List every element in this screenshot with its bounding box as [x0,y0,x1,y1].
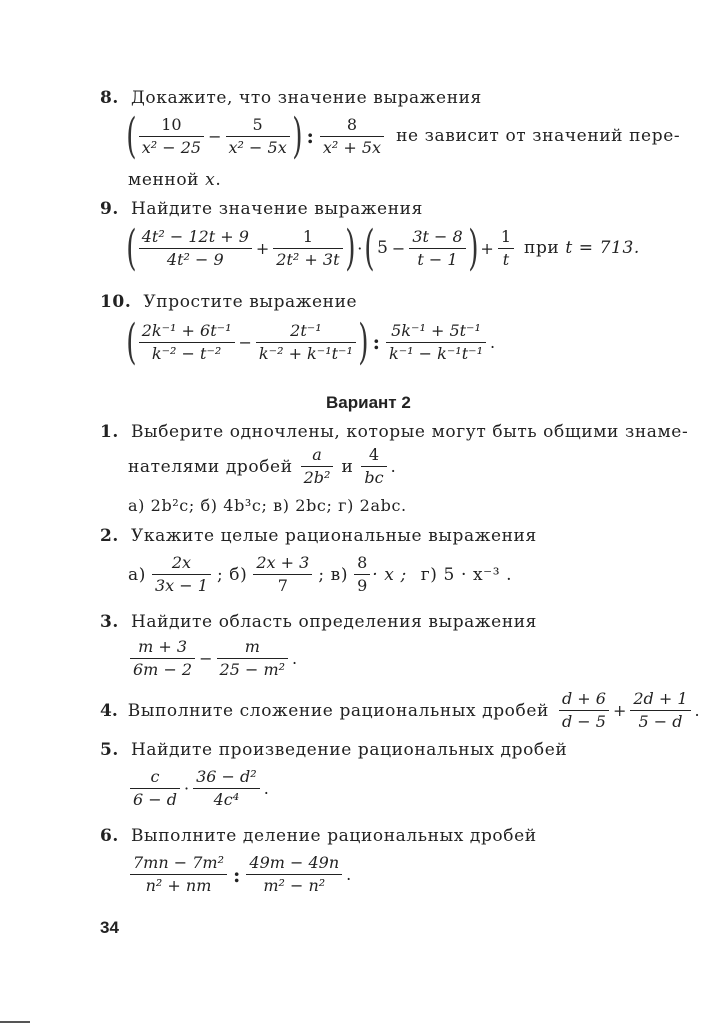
numerator: 4 [368,445,380,464]
numerator: 4t² − 12t + 9 [141,226,249,246]
task-text: Найдите произведение рациональных дробей [130,740,568,760]
numerator: c [150,767,160,786]
task-10-expression [126,314,497,370]
v2-task-3-expression [128,636,299,681]
numerator: 1 [302,226,313,246]
task-text: Выберите одночлены, которые могут быть общими знаме- [130,422,689,442]
task-text: Упростите выражение [143,292,358,312]
operator: · [184,779,190,798]
fraction [498,226,514,271]
fraction [256,320,356,365]
numerator: m [244,637,260,656]
numerator: 8 [357,553,368,572]
numerator: 3t − 8 [412,226,463,246]
v2-task-6-expression [128,852,353,897]
condition-value: t = 713. [565,238,640,258]
numerator: 49m − 49n [249,853,340,872]
period: . [215,170,222,190]
numerator: 36 − d² [196,767,257,786]
task-text: Докажите, что значение выражения [130,88,482,108]
fraction [253,552,312,597]
operator: + [612,701,627,720]
operator: : [372,330,381,354]
task-9-expression [126,220,640,276]
right-paren: ) [467,220,479,276]
page-number: 34 [100,918,119,937]
v2-task-1-line2 [128,444,398,489]
operator: : [306,124,314,148]
fraction [217,636,289,681]
option-label: г) [420,564,438,585]
denominator: t − 1 [417,249,458,269]
task-text: Найдите значение выражения [130,199,423,219]
denominator: x² − 25 [141,137,202,157]
expression: 5 · x⁻³ . [443,564,513,585]
task-number: 5. [100,740,119,760]
left-paren: ( [126,108,137,164]
fraction [193,766,260,811]
task-text: Найдите область определения выражения [130,612,538,632]
expression-tail: · x ; [372,564,407,585]
right-paren: ) [291,108,303,164]
denominator: m² − n² [263,876,326,895]
denominator: k⁻² + k⁻¹t⁻¹ [258,343,353,363]
fraction [130,636,195,681]
task-text: Выполните деление рациональных дробей [130,826,537,846]
task-number: 3. [100,612,119,632]
fraction [246,852,342,897]
v2-task-4 [100,688,702,733]
period: . [263,779,269,798]
right-paren: ) [358,314,369,370]
task-number: 8. [100,88,119,108]
denominator: 6m − 2 [133,660,193,679]
denominator: 9 [357,576,368,595]
numerator: 2t⁻¹ [290,320,322,340]
task-number: 1. [100,422,119,442]
task-text: Выполните сложение рациональных дробей [127,700,549,721]
operator: + [255,238,270,258]
denominator: bc [364,468,384,487]
fraction [301,444,334,489]
task-number: 10. [100,292,132,312]
task-8-expression [126,108,681,164]
denominator: 4t² − 9 [166,249,224,269]
edge-mark [0,1021,30,1023]
numerator: 2x + 3 [256,553,310,572]
task-9-statement [100,199,423,219]
fraction [354,552,370,597]
denominator: 6 − d [133,790,177,809]
task-number: 2. [100,526,119,546]
v2-task-5-statement [100,740,567,760]
fraction [559,688,609,733]
denominator: 4c⁴ [213,790,240,809]
numerator: 2d + 1 [633,689,688,708]
operator: − [391,238,406,258]
denominator: k⁻¹ − k⁻¹t⁻¹ [389,343,484,363]
numerator: a [312,445,322,464]
denominator: 2t² + 3t [276,249,340,269]
denominator: 2b² [303,468,331,487]
denominator: 5 − d [638,712,683,731]
task-8-continuation [128,170,221,190]
left-paren: ( [126,314,137,370]
period: . [292,649,298,668]
fraction [409,226,465,271]
operator: : [233,862,241,887]
option-label: ; б) [216,564,248,585]
numerator: 7mn − 7m² [133,853,224,872]
operator: − [238,332,252,352]
conjunction: и [341,456,354,477]
period: . [490,332,496,352]
numerator: 8 [346,114,358,134]
fraction [320,114,384,159]
fraction [386,320,486,365]
fraction [139,114,204,159]
condition-word: при [524,238,560,258]
fraction [630,688,690,733]
v2-task-5-expression [128,766,271,811]
numerator: 5k⁻¹ + 5t⁻¹ [391,320,481,340]
period: . [390,457,396,476]
task-10-statement [100,292,357,312]
denominator: k⁻² − t⁻² [151,343,222,363]
denominator: x² − 5x [228,137,287,157]
numerator: 2k⁻¹ + 6t⁻¹ [141,320,232,340]
numerator: 2x [171,553,192,572]
numerator: d + 6 [561,689,606,708]
left-paren: ( [126,220,137,276]
continuation-text: менной [128,170,200,190]
denominator: d − 5 [561,712,606,731]
v2-task-1-options: а) 2b²c; б) 4b³c; в) 2bc; г) 2abc. [128,496,407,515]
task-text: Укажите целые рациональные выражения [130,526,537,546]
fraction [139,320,235,365]
numerator: 5 [252,114,263,134]
variant-heading: Вариант 2 [326,393,411,412]
task-8-statement [100,88,482,108]
task-number: 4. [100,700,118,721]
task-text: нателями дробей [128,456,293,477]
fraction [152,552,211,597]
operator: · [357,238,363,258]
operator: − [199,649,213,668]
v2-task-6-statement [100,826,537,846]
option-label: а) [128,564,146,585]
left-paren: ( [364,220,375,276]
fraction [130,766,180,811]
v2-task-1-statement [100,422,688,442]
denominator: 3x − 1 [154,576,208,595]
right-paren: ) [344,220,356,276]
fraction [273,226,342,271]
operator: + [480,238,494,258]
numerator: 1 [500,226,512,246]
fraction [139,226,252,271]
fraction [226,114,290,159]
denominator: n² + nm [145,876,212,895]
period: . [346,865,352,884]
fraction [361,444,386,489]
task-number: 9. [100,199,119,219]
task-number: 6. [100,826,119,846]
option-label: ; в) [318,564,349,585]
denominator: x² + 5x [322,137,382,157]
fraction [130,852,227,897]
numerator: 10 [161,114,182,134]
variable: x [205,170,216,190]
operator: − [208,126,222,146]
v2-task-2-statement [100,526,537,546]
denominator: t [502,249,510,269]
denominator: 25 − m² [219,660,286,679]
numerator: m + 3 [138,637,188,656]
period: . [694,701,700,720]
denominator: 7 [277,576,288,595]
v2-task-2-options [128,552,512,597]
task-text-tail: не зависит от значений пере- [396,126,681,146]
v2-task-3-statement [100,612,537,632]
number: 5 [377,238,388,258]
